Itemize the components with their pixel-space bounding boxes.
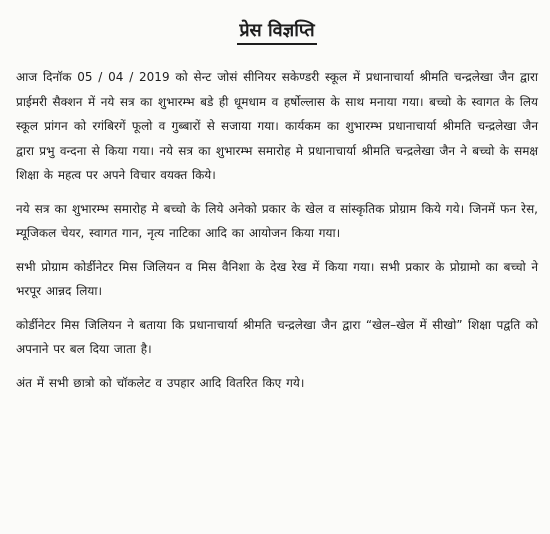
paragraph-learning-method: कोर्डीनेटर मिस जिलियन ने बताया कि प्रधानाचार्या श्रीमति चन्द्रलेखा जैन द्वारा “खेल–खेल में सीखो” शिक्षा पद्वति को अपनाने पर बल दिया जाता है। xyxy=(16,317,538,356)
paragraph-programs: नये सत्र का शुभारम्भ समारोह मे बच्चो के लिये अनेको प्रकार के खेल व सांस्कृतिक प्रोग्राम किये गये। जिनमें फन रेस, म्यूजिकल चेयर, स्वागत गान, नृत्य नाटिका आदि का आयोजन किया गया। xyxy=(16,201,538,240)
paragraph-coordinators: सभी प्रोग्राम कोर्डीनेटर मिस जिलियन व मिस वैनिशा के देख रेख में किया गया। सभी प्रकार के प्रोग्रामो का बच्चो ने भरपूर आन्नद लिया। xyxy=(16,259,538,298)
paragraph-closing: अंत में सभी छात्रो को चॉकलेट व उपहार आदि वितरित किए गये। xyxy=(16,375,305,390)
document-title-text: प्रेस विज्ञप्ति xyxy=(237,18,316,45)
paragraph-event-opening: आज दिनॉक 05 / 04 / 2019 को सेन्ट जोसं सीनियर सकेण्डरी स्कूल में प्रधानाचार्या श्रीमति चन्द्रलेखा जैन द्वारा प्राईमरी सैक्शन में नये सत्र का शुभारम्भ बडे ही धूमधाम व हर्षोल्लास के साथ मनाया गया। बच्चो के स्वागत के लिय स्कूल प्रांगन को रगंबिरगें फूलो व गुब्बारों से सजाया गया। कार्यकम का शुभारम्भ प्रधानाचार्या श्रीमति चन्द्रलेखा जैन द्वारा प्रभु वन्दना से किया गया। नये सत्र का शुभारम्भ समारोह मे प्रधानाचार्या श्रीमति चन्द्रलेखा जैन ने बच्चो के समक्ष शिक्षा के महत्व पर अपने विचार वयक्त किये। xyxy=(16,70,538,182)
document-title xyxy=(16,18,538,45)
